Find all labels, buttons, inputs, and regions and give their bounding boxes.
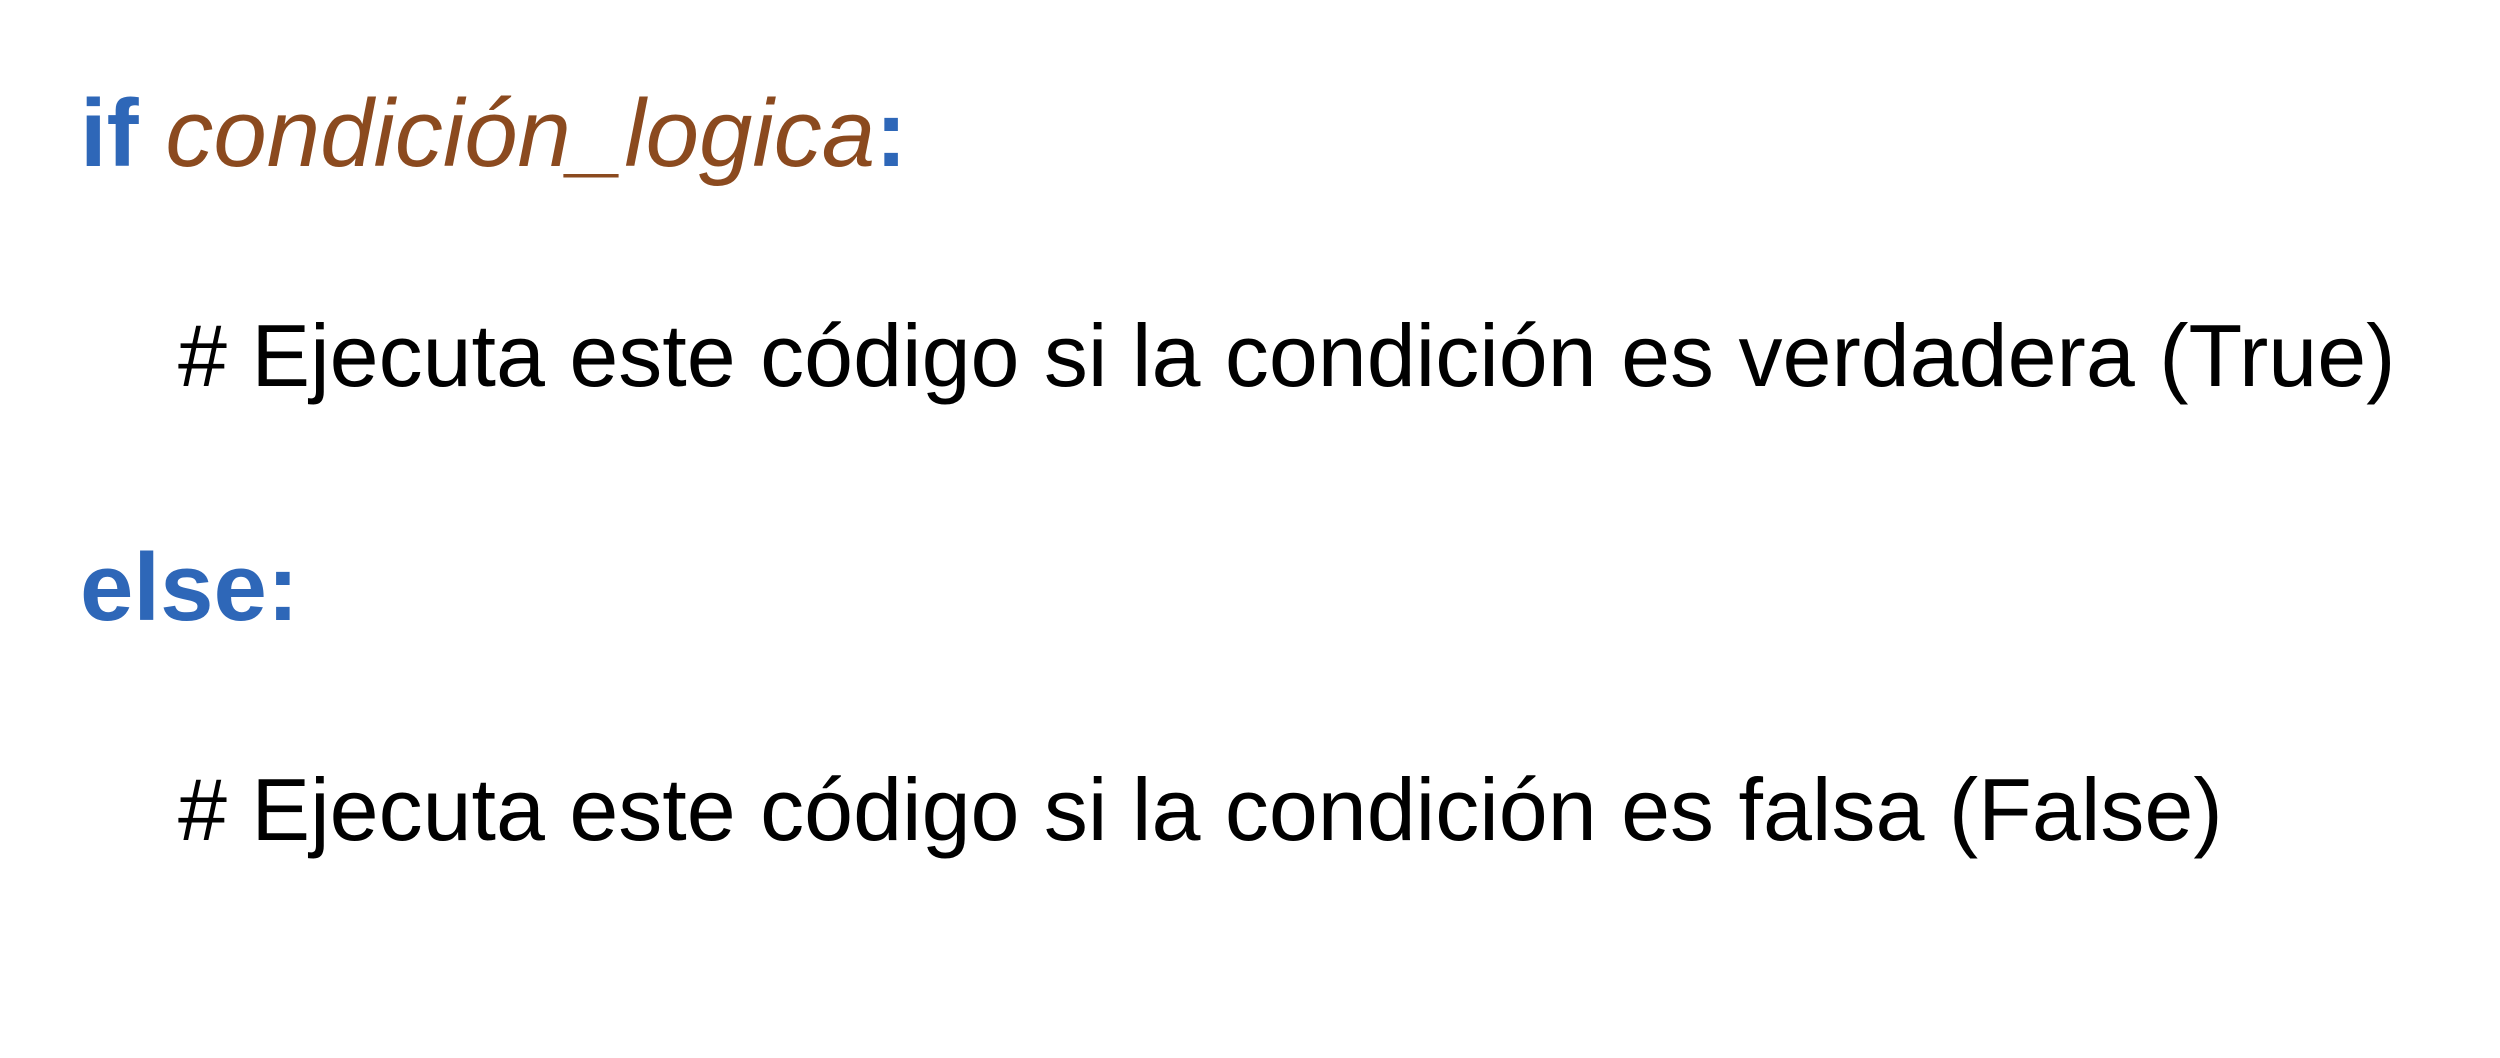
- true-comment-line: # Ejecuta este código si la condición es verdadera (True): [178, 306, 2396, 405]
- else-colon: :: [266, 534, 299, 641]
- false-comment-line: # Ejecuta este código si la condición es falsa (False): [178, 760, 2223, 859]
- if-keyword: if: [80, 80, 139, 187]
- condition-text: condición_logica: [165, 80, 876, 187]
- else-keyword: else: [80, 534, 267, 641]
- if-colon: :: [875, 80, 908, 187]
- else-line: [80, 534, 299, 641]
- if-line: [80, 80, 908, 187]
